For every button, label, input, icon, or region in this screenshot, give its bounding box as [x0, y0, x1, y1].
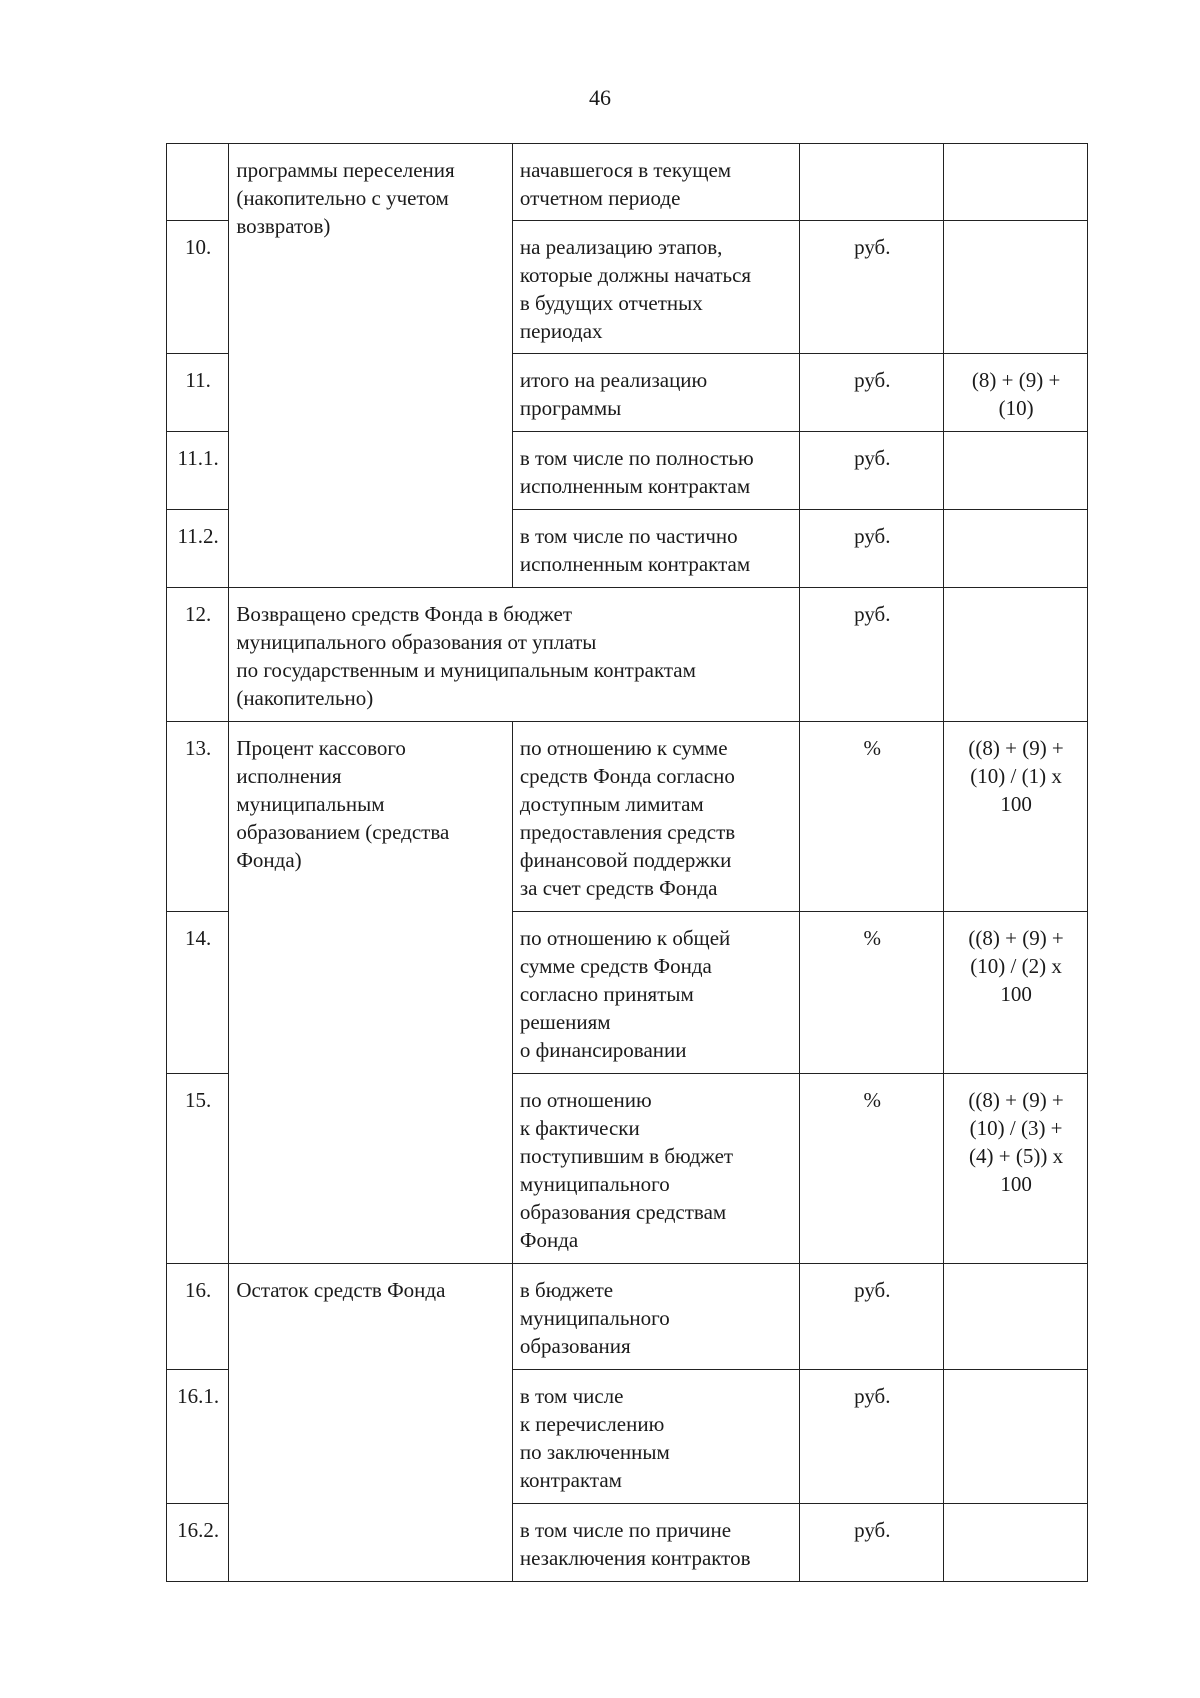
- formula-cell: [944, 144, 1088, 221]
- indicator-detail-cell: в том числе к перечислению по заключенным контрактам: [512, 1370, 800, 1504]
- indicator-detail-cell: в том числе по причине незаключения контрактов: [512, 1504, 800, 1582]
- row-number-cell: 16.1.: [167, 1370, 229, 1504]
- unit-cell: %: [800, 1074, 944, 1264]
- row-number-cell: 13.: [167, 722, 229, 912]
- indicator-name-cell: программы переселения (накопительно с учетом возвратов): [229, 144, 513, 588]
- row-number-cell: [167, 144, 229, 221]
- row-number-cell: 11.: [167, 354, 229, 432]
- table-row: [167, 588, 1088, 722]
- indicator-detail-cell: на реализацию этапов, которые должны начаться в будущих отчетных периодах: [512, 221, 800, 354]
- indicator-table: [166, 143, 1088, 1582]
- unit-cell: руб.: [800, 432, 944, 510]
- row-number-cell: 11.1.: [167, 432, 229, 510]
- unit-cell: руб.: [800, 221, 944, 354]
- unit-cell: %: [800, 912, 944, 1074]
- unit-cell: [800, 144, 944, 221]
- indicator-name-cell: Возвращено средств Фонда в бюджет муниципального образования от уплаты по государственным и муниципальным контрактам (накопительно): [229, 588, 800, 722]
- row-number-cell: 15.: [167, 1074, 229, 1264]
- unit-cell: руб.: [800, 1264, 944, 1370]
- indicator-detail-cell: по отношению к фактически поступившим в бюджет муниципального образования средствам Фонда: [512, 1074, 800, 1264]
- row-number-cell: 11.2.: [167, 510, 229, 588]
- unit-cell: %: [800, 722, 944, 912]
- formula-cell: ((8) + (9) + (10) / (1) x 100: [944, 722, 1088, 912]
- formula-cell: [944, 1264, 1088, 1370]
- table-row: [167, 722, 1088, 912]
- indicator-detail-cell: в том числе по полностью исполненным контрактам: [512, 432, 800, 510]
- page-number: 46: [589, 85, 611, 110]
- indicator-detail-cell: по отношению к общей сумме средств Фонда согласно принятым решениям о финансировании: [512, 912, 800, 1074]
- unit-cell: руб.: [800, 1370, 944, 1504]
- formula-cell: [944, 432, 1088, 510]
- formula-cell: (8) + (9) + (10): [944, 354, 1088, 432]
- row-number-cell: 16.: [167, 1264, 229, 1370]
- unit-cell: руб.: [800, 588, 944, 722]
- formula-cell: [944, 1504, 1088, 1582]
- row-number-cell: 10.: [167, 221, 229, 354]
- formula-cell: ((8) + (9) + (10) / (3) + (4) + (5)) x 100: [944, 1074, 1088, 1264]
- indicator-name-cell: Остаток средств Фонда: [229, 1264, 513, 1582]
- formula-cell: [944, 510, 1088, 588]
- unit-cell: руб.: [800, 1504, 944, 1582]
- unit-cell: руб.: [800, 354, 944, 432]
- indicator-detail-cell: в том числе по частично исполненным контрактам: [512, 510, 800, 588]
- row-number-cell: 12.: [167, 588, 229, 722]
- row-number-cell: 16.2.: [167, 1504, 229, 1582]
- indicator-detail-cell: по отношению к сумме средств Фонда согласно доступным лимитам предоставления средств финансовой поддержки за счет средств Фонда: [512, 722, 800, 912]
- formula-cell: ((8) + (9) + (10) / (2) x 100: [944, 912, 1088, 1074]
- table-row: [167, 144, 1088, 221]
- row-number-cell: 14.: [167, 912, 229, 1074]
- indicator-detail-cell: в бюджете муниципального образования: [512, 1264, 800, 1370]
- indicator-name-cell: Процент кассового исполнения муниципальным образованием (средства Фонда): [229, 722, 513, 1264]
- indicator-detail-cell: итого на реализацию программы: [512, 354, 800, 432]
- formula-cell: [944, 221, 1088, 354]
- indicator-detail-cell: начавшегося в текущем отчетном периоде: [512, 144, 800, 221]
- table-row: [167, 1264, 1088, 1370]
- formula-cell: [944, 588, 1088, 722]
- formula-cell: [944, 1370, 1088, 1504]
- unit-cell: руб.: [800, 510, 944, 588]
